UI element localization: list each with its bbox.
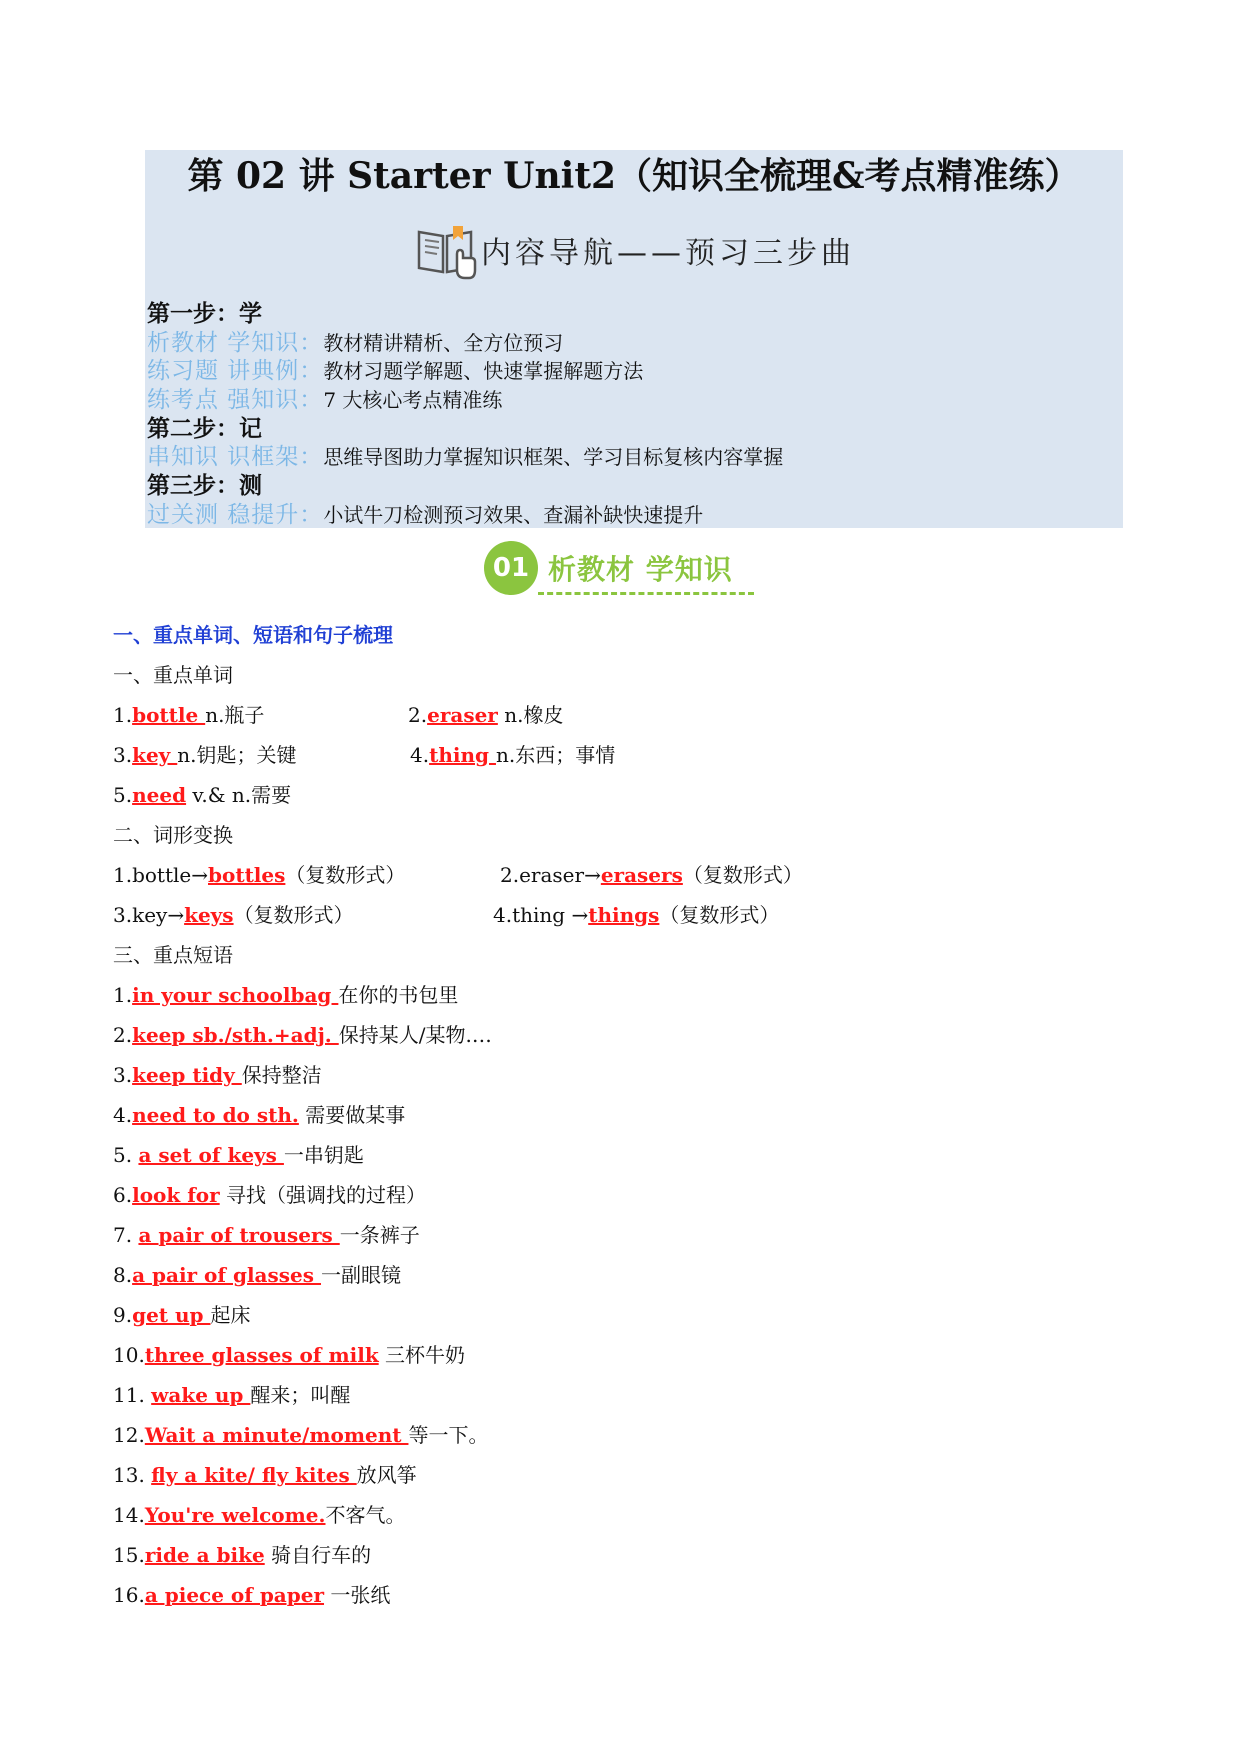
- list-item: 14.You're welcome.不客气。: [113, 1503, 406, 1527]
- step-heading: 第三步：测: [147, 472, 262, 500]
- section-underline: [538, 592, 754, 595]
- form-row: [113, 895, 1133, 935]
- list-item: 2.keep sb./sth.+adj. 保持某人/某物.…: [113, 1023, 492, 1047]
- list-item: 4.thing →things（复数形式）: [493, 903, 780, 927]
- word-row: [113, 695, 1133, 735]
- list-item: 2.eraser n.橡皮: [408, 703, 564, 727]
- list-item: 1.bottle n.瓶子: [113, 703, 265, 727]
- section-number: 01: [484, 541, 538, 595]
- subheading: 三、重点短语: [113, 943, 233, 967]
- list-item: 16.a piece of paper 一张纸: [113, 1583, 391, 1607]
- list-item: 3.key n.钥匙；关键: [113, 743, 297, 767]
- word-row: [113, 735, 1133, 775]
- list-item: 2.eraser→erasers（复数形式）: [500, 863, 803, 887]
- list-item: 5.need v.& n.需要: [113, 783, 292, 807]
- word-row: [113, 775, 1133, 815]
- list-item: 5. a set of keys 一串钥匙: [113, 1143, 364, 1167]
- list-item: 11. wake up 醒来；叫醒: [113, 1383, 351, 1407]
- list-item: 7. a pair of trousers 一条裤子: [113, 1223, 420, 1247]
- list-item: 3.key→keys（复数形式）: [113, 903, 354, 927]
- subheading: 二、词形变换: [113, 823, 233, 847]
- section-badge: [484, 540, 733, 596]
- list-item: 9.get up 起床: [113, 1303, 251, 1327]
- list-item: 12.Wait a minute/moment 等一下。: [113, 1423, 489, 1447]
- step-item: 过关测 稳提升：小试牛刀检测预习效果、查漏补缺快速提升: [147, 501, 704, 528]
- list-item: 13. fly a kite/ fly kites 放风筝: [113, 1463, 417, 1487]
- step-heading: 第一步：学: [147, 300, 262, 327]
- nav-row: [145, 215, 1123, 285]
- nav-title: 内容导航——预习三步曲: [481, 236, 855, 271]
- step-item: 串知识 识框架：思维导图助力掌握知识框架、学习目标复核内容掌握: [147, 444, 784, 471]
- main-content: [113, 615, 1133, 1615]
- list-item: 1.in your schoolbag 在你的书包里: [113, 983, 459, 1007]
- list-item: 1.bottle→bottles（复数形式）: [113, 863, 406, 887]
- book-pointer-icon: [413, 218, 477, 282]
- list-item: 3.keep tidy 保持整洁: [113, 1063, 322, 1087]
- page-title: 第 02 讲 Starter Unit2（知识全梳理&考点精准练）: [187, 155, 1081, 197]
- subheading: 一、重点单词: [113, 663, 233, 687]
- list-item: 8.a pair of glasses 一副眼镜: [113, 1263, 401, 1287]
- list-item: 15.ride a bike 骑自行车的: [113, 1543, 372, 1567]
- step-heading: 第二步：记: [147, 414, 262, 442]
- section-heading: 一、重点单词、短语和句子梳理: [113, 623, 393, 647]
- list-item: 6.look for 寻找（强调找的过程）: [113, 1183, 427, 1207]
- form-row: [113, 855, 1133, 895]
- list-item: 4.thing n.东西；事情: [410, 743, 616, 767]
- list-item: 10.three glasses of milk 三杯牛奶: [113, 1343, 466, 1367]
- steps-list: [147, 300, 783, 530]
- list-item: 4.need to do sth. 需要做某事: [113, 1103, 406, 1127]
- step-item: 练考点 强知识：7 大核心考点精准练: [147, 387, 503, 414]
- step-item: 练习题 讲典例：教材习题学解题、快速掌握解题方法: [147, 358, 644, 385]
- section-label: 析教材 学知识: [548, 553, 733, 586]
- step-item: 析教材 学知识：教材精讲精析、全方位预习: [147, 329, 564, 356]
